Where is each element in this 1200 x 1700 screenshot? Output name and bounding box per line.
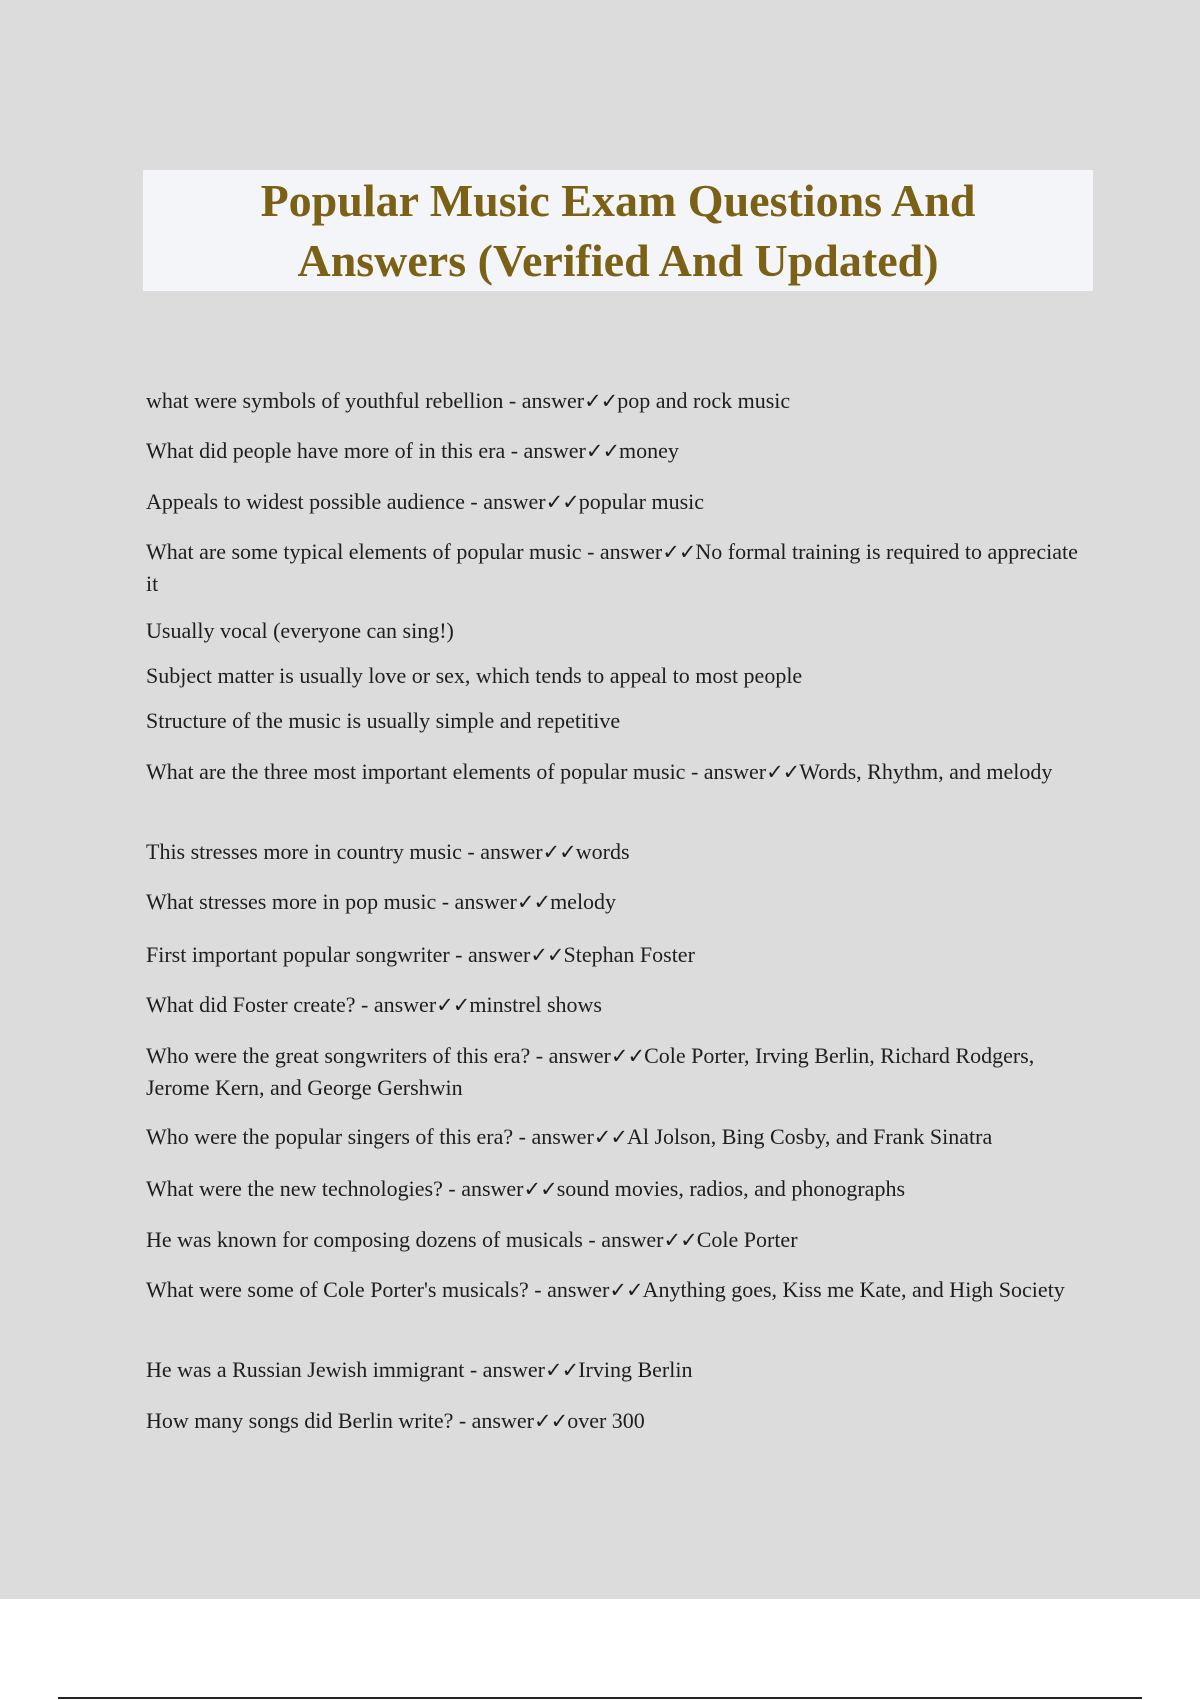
question-text: What did people have more of in this era - answer bbox=[146, 438, 586, 463]
question-text: What did Foster create? - answer bbox=[146, 992, 437, 1017]
double-check-icon: ✓✓ bbox=[662, 540, 696, 564]
qa-item bbox=[146, 1354, 1086, 1386]
answer-text: Cole Porter, Irving Berlin, Richard Rodgers, Jerome Kern, and George Gershwin bbox=[146, 1043, 1035, 1100]
question-text: First important popular songwriter - answer bbox=[146, 942, 531, 967]
qa-item bbox=[146, 989, 1086, 1021]
double-check-icon: ✓✓ bbox=[544, 1358, 579, 1382]
question-text: Subject matter is usually love or sex, which tends to appeal to most people bbox=[146, 663, 803, 688]
answer-text: sound movies, radios, and phonographs bbox=[556, 1176, 906, 1201]
double-check-icon: ✓✓ bbox=[766, 760, 800, 784]
qa-item bbox=[146, 536, 1086, 600]
question-text: Appeals to widest possible audience - answer bbox=[146, 489, 546, 514]
question-text: Who were the popular singers of this era? - answer bbox=[146, 1124, 594, 1149]
question-text: How many songs did Berlin write? - answer bbox=[146, 1408, 534, 1433]
qa-item bbox=[146, 705, 1086, 737]
double-check-icon: ✓✓ bbox=[516, 890, 551, 914]
qa-item bbox=[146, 1121, 1086, 1153]
question-text: what were symbols of youthful rebellion - answer bbox=[146, 388, 585, 413]
qa-item bbox=[146, 660, 1086, 692]
answer-text: melody bbox=[550, 889, 617, 914]
footer-divider bbox=[58, 1697, 1142, 1699]
qa-item bbox=[146, 886, 1086, 918]
answer-text: minstrel shows bbox=[469, 992, 602, 1017]
double-check-icon: ✓✓ bbox=[610, 1044, 645, 1068]
answer-text: popular music bbox=[578, 489, 705, 514]
qa-item bbox=[146, 1040, 1086, 1104]
question-text: Who were the great songwriters of this era? - answer bbox=[146, 1043, 611, 1068]
qa-item bbox=[146, 615, 1086, 647]
qa-item bbox=[146, 836, 1086, 868]
qa-item bbox=[146, 939, 1086, 971]
double-check-icon: ✓✓ bbox=[584, 389, 618, 413]
double-check-icon: ✓✓ bbox=[609, 1278, 643, 1302]
qa-item bbox=[146, 385, 1086, 417]
double-check-icon: ✓✓ bbox=[533, 1409, 568, 1433]
document-title: Popular Music Exam Questions And Answers (Verified And Updated) bbox=[260, 174, 976, 286]
qa-item bbox=[146, 1224, 1086, 1256]
question-text: He was a Russian Jewish immigrant - answer bbox=[146, 1357, 545, 1382]
qa-item bbox=[146, 1405, 1086, 1437]
answer-text: Al Jolson, Bing Cosby, and Frank Sinatra bbox=[626, 1124, 993, 1149]
answer-text: No formal training is required to appreciate it bbox=[146, 539, 1078, 596]
question-text: He was known for composing dozens of musicals - answer bbox=[146, 1227, 664, 1252]
qa-item bbox=[146, 1274, 1086, 1306]
question-text: What stresses more in pop music - answer bbox=[146, 889, 517, 914]
qa-item bbox=[146, 1173, 1086, 1205]
question-text: What are some typical elements of popular music - answer bbox=[146, 539, 663, 564]
qa-item bbox=[146, 756, 1086, 788]
double-check-icon: ✓✓ bbox=[663, 1228, 697, 1252]
answer-text: pop and rock music bbox=[617, 388, 791, 413]
question-text: What were the new technologies? - answer bbox=[146, 1176, 524, 1201]
answer-text: Stephan Foster bbox=[563, 942, 695, 967]
title-banner bbox=[143, 170, 1093, 291]
double-check-icon: ✓✓ bbox=[436, 993, 470, 1017]
question-text: What were some of Cole Porter's musicals? - answer bbox=[146, 1277, 610, 1302]
answer-text: Words, Rhythm, and melody bbox=[799, 759, 1053, 784]
double-check-icon: ✓✓ bbox=[530, 943, 564, 967]
double-check-icon: ✓✓ bbox=[523, 1177, 557, 1201]
answer-text: Cole Porter bbox=[696, 1227, 798, 1252]
answer-text: Irving Berlin bbox=[578, 1357, 693, 1382]
question-text: What are the three most important elements of popular music - answer bbox=[146, 759, 767, 784]
answer-text: over 300 bbox=[567, 1408, 645, 1433]
double-check-icon: ✓✓ bbox=[585, 439, 620, 463]
qa-item bbox=[146, 486, 1086, 518]
answer-text: money bbox=[619, 438, 679, 463]
qa-item bbox=[146, 435, 1086, 467]
question-text: Structure of the music is usually simple and repetitive bbox=[146, 708, 621, 733]
double-check-icon: ✓✓ bbox=[593, 1125, 627, 1149]
question-text: This stresses more in country music - answer bbox=[146, 839, 543, 864]
double-check-icon: ✓✓ bbox=[542, 840, 576, 864]
double-check-icon: ✓✓ bbox=[545, 490, 579, 514]
answer-text: words bbox=[575, 839, 630, 864]
answer-text: Anything goes, Kiss me Kate, and High Society bbox=[642, 1277, 1065, 1302]
question-text: Usually vocal (everyone can sing!) bbox=[146, 618, 454, 643]
